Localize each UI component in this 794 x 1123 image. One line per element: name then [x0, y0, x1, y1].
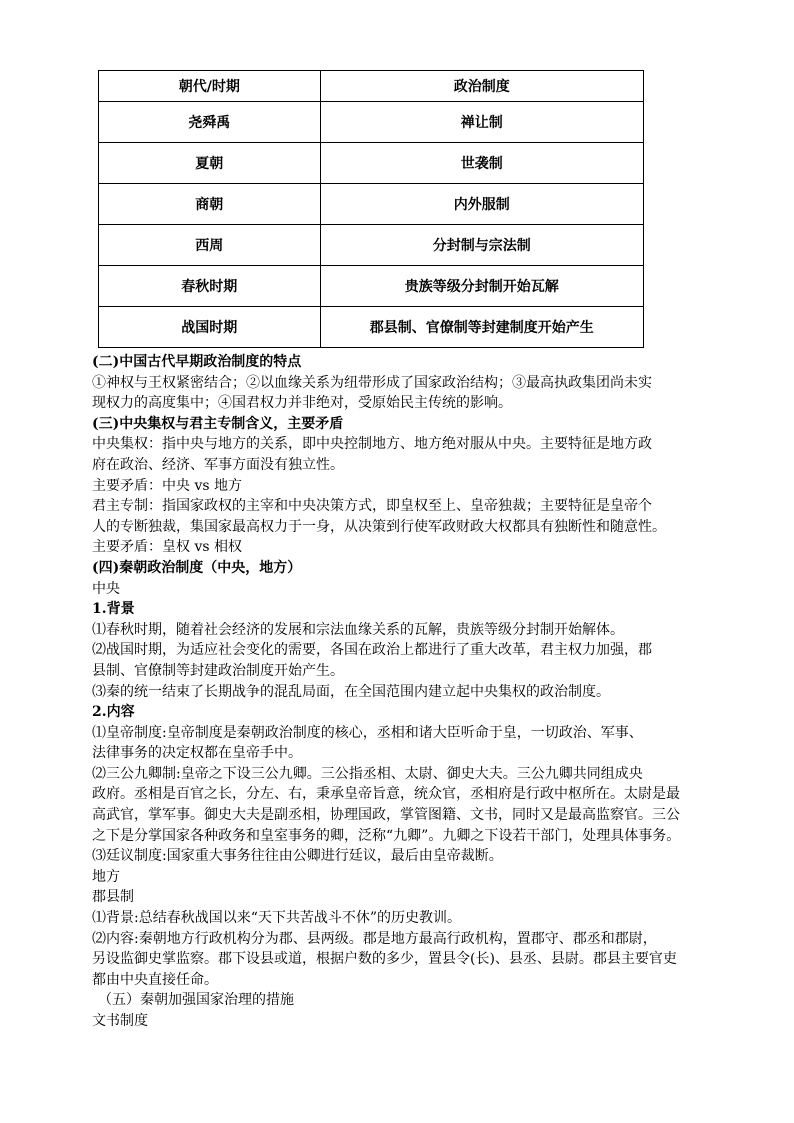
subheading: 地方: [92, 868, 120, 885]
subheading: 郡县制: [92, 889, 134, 906]
paragraph-line: ⑵战国时期，为适应社会变化的需要，各国在政治上都进行了重大改革，君主权力加强，郡: [92, 642, 652, 659]
paragraph-line: 府在政治、经济、军事方面没有独立性。: [92, 456, 344, 473]
table-cell-system: 郡县制、官僚制等封建制度开始产生: [320, 307, 643, 348]
table-cell-dynasty: 商朝: [99, 184, 321, 225]
section-heading: (二)中国古代早期政治制度的特点: [92, 354, 302, 370]
paragraph-line: ①神权与王权紧密结合；②以血缘关系为纽带形成了国家政治结构；③最高执政集团尚未实: [92, 374, 652, 391]
table-row: [99, 266, 644, 307]
table-row: [99, 307, 644, 348]
table-row: [99, 225, 644, 266]
paragraph-line: 主要矛盾：皇权 vs 相权: [92, 539, 242, 556]
paragraph-line: 政府。丞相是百官之长，分左、右，秉承皇帝旨意，统众官，丞相府是行政中枢所在。太尉是最: [92, 786, 680, 803]
table-cell-system: 禅让制: [320, 102, 643, 143]
table-cell-dynasty: 春秋时期: [99, 266, 321, 307]
paragraph-line: 法律事务的决定权都在皇帝手中。: [92, 745, 302, 762]
section-heading: （五）秦朝加强国家治理的措施: [98, 992, 294, 1009]
paragraph-line: 君主专制：指国家政权的主宰和中央决策方式，即皇权至上、皇帝独裁；主要特征是皇帝个: [92, 498, 652, 515]
table-cell-system: 分封制与宗法制: [320, 225, 643, 266]
table-header-row: [99, 71, 644, 102]
paragraph-line: ⑴皇帝制度:皇帝制度是秦朝政治制度的核心，丞相和诸大臣听命于皇，一切政治、军事、: [92, 724, 643, 741]
paragraph-line: 中央集权：指中央与地方的关系，即中央控制地方、地方绝对服从中央。主要特征是地方政: [92, 436, 652, 453]
table-cell-system: 内外服制: [320, 184, 643, 225]
paragraph-line: 人的专断独裁，集国家最高权力于一身，从决策到行使军政财政大权都具有独断性和随意性。: [92, 518, 666, 535]
table-header-system: 政治制度: [320, 71, 643, 102]
body-text: [92, 352, 742, 1032]
subheading: 中央: [92, 580, 120, 597]
table-cell-dynasty: 西周: [99, 225, 321, 266]
paragraph-line: ⑶秦的统一结束了长期战争的混乱局面，在全国范围内建立起中央集权的政治制度。: [92, 683, 610, 700]
section-heading: (四)秦朝政治制度（中央，地方）: [92, 559, 302, 576]
paragraph-line: ⑴春秋时期，随着社会经济的发展和宗法血缘关系的瓦解，贵族等级分封制开始解体。: [92, 621, 624, 638]
subheading: 文书制度: [92, 1013, 148, 1029]
paragraph-line: 高武官，掌军事。御史大夫是副丞相，协理国政，掌管图籍、文书，同时又是最高监察官。三公: [92, 807, 680, 824]
table-row: [99, 143, 644, 184]
paragraph-line: 另设监御史掌监察。郡下设县或道，根据户数的多少，置县令(长)、县丞、县尉。郡县主要官吏: [92, 951, 677, 968]
table-cell-dynasty: 夏朝: [99, 143, 321, 184]
paragraph-line: ⑴背景:总结春秋战国以来“天下共苦战斗不休”的历史教训。: [92, 910, 462, 927]
paragraph-line: 都由中央直接任命。: [92, 971, 218, 988]
section-heading: (三)中央集权与君主专制含义，主要矛盾: [92, 415, 344, 432]
paragraph-line: 县制、官僚制等封建政治制度开始产生。: [92, 662, 344, 679]
paragraph-line: ⑶廷议制度:国家重大事务往往由公卿进行廷议，最后由皇帝裁断。: [92, 848, 503, 865]
table-row: [99, 102, 644, 143]
paragraph-line: ⑵内容:秦朝地方行政机构分为郡、县两级。郡是地方最高行政机构，置郡守、郡丞和郡尉，: [92, 930, 657, 947]
table-cell-dynasty: 战国时期: [99, 307, 321, 348]
paragraph-line: 现权力的高度集中；④国君权力并非绝对，受原始民主传统的影响。: [92, 395, 512, 412]
table-cell-dynasty: 尧舜禹: [99, 102, 321, 143]
subheading: 1.背景: [92, 601, 135, 618]
table-header-dynasty: 朝代/时期: [99, 71, 321, 102]
paragraph-line: 之下是分掌国家各种政务和皇室事务的卿，泛称“九卿”。九卿之下设若干部门，处理具体事务。: [92, 827, 681, 844]
table-cell-system: 世袭制: [320, 143, 643, 184]
table-cell-system: 贵族等级分封制开始瓦解: [320, 266, 643, 307]
paragraph-line: ⑵三公九卿制:皇帝之下设三公九卿。三公指丞相、太尉、御史大夫。三公九卿共同组成央: [92, 765, 643, 782]
table-row: [99, 184, 644, 225]
subheading: 2.内容: [92, 704, 135, 721]
paragraph-line: 主要矛盾：中央 vs 地方: [92, 477, 242, 494]
dynasty-political-system-table: [98, 70, 644, 348]
